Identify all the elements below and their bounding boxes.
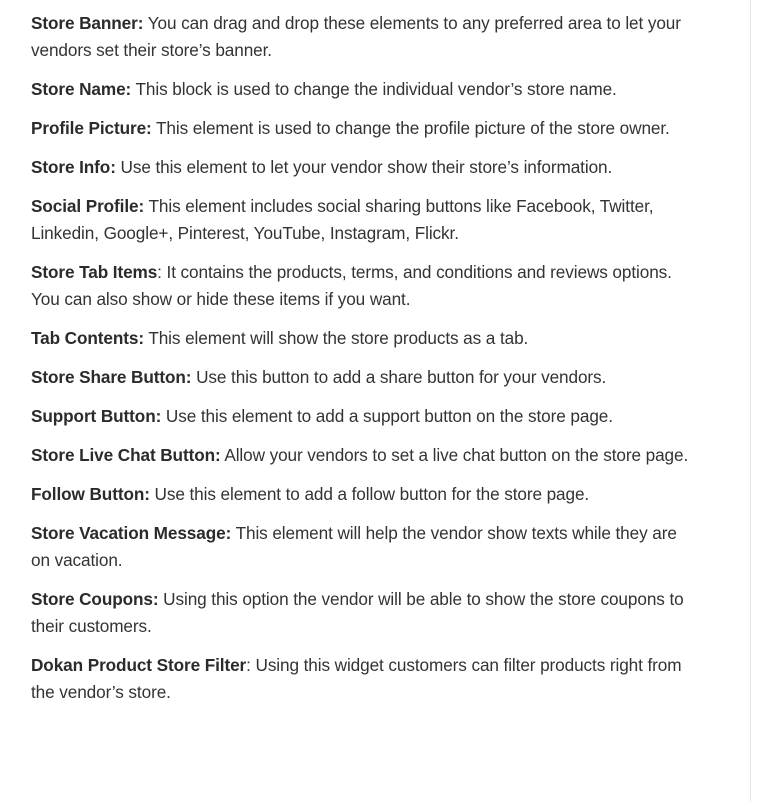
article-content <box>31 10 691 718</box>
item-description: Use this element to add a support button on the store page. <box>161 406 613 426</box>
item-term: Store Banner: <box>31 13 144 33</box>
item-term: Dokan Product Store Filter <box>31 655 247 675</box>
right-gutter <box>751 0 761 801</box>
item-separator: : <box>246 655 251 675</box>
item-term: Store Live Chat Button: <box>31 445 221 465</box>
item-description: This element will show the store products as a tab. <box>143 328 529 348</box>
item-term: Store Share Button: <box>31 367 192 387</box>
dokan-product-store-filter-paragraph <box>31 652 691 706</box>
item-term: Social Profile: <box>31 196 145 216</box>
item-description: This element will help the vendor show texts while they are on vacation. <box>31 523 677 570</box>
item-description: This block is used to change the individual vendor’s store name. <box>131 79 617 99</box>
item-term: Profile Picture: <box>31 118 152 138</box>
store-live-chat-button-paragraph <box>31 442 691 469</box>
item-term: Store Info: <box>31 157 116 177</box>
item-description: You can drag and drop these elements to any preferred area to let your vendors set their store’s banner. <box>31 13 681 60</box>
store-name-paragraph <box>31 76 691 103</box>
item-term: Store Tab Items <box>31 262 158 282</box>
store-tab-items-paragraph <box>31 259 691 313</box>
item-term: Store Vacation Message: <box>31 523 232 543</box>
item-term: Store Coupons: <box>31 589 159 609</box>
item-description: Use this element to let your vendor show their store’s information. <box>115 157 613 177</box>
profile-picture-paragraph <box>31 115 691 142</box>
item-term: Tab Contents: <box>31 328 144 348</box>
item-description: This element includes social sharing buttons like Facebook, Twitter, Linkedin, Google+, Pinterest, YouTube, Instagram, Flickr. <box>31 196 654 243</box>
item-description: Use this element to add a follow button for the store page. <box>149 484 590 504</box>
item-term: Store Name: <box>31 79 132 99</box>
item-description: Using this widget customers can filter products right from the vendor’s store. <box>31 655 682 702</box>
store-share-button-paragraph <box>31 364 691 391</box>
item-description: This element is used to change the profile picture of the store owner. <box>151 118 670 138</box>
tab-contents-paragraph <box>31 325 691 352</box>
item-description: It contains the products, terms, and conditions and reviews options. You can also show or hide these items if you want. <box>31 262 672 309</box>
support-button-paragraph <box>31 403 691 430</box>
store-banner-paragraph <box>31 10 691 64</box>
item-description: Using this option the vendor will be able to show the store coupons to their customers. <box>31 589 684 636</box>
store-info-paragraph <box>31 154 691 181</box>
item-separator: : <box>157 262 162 282</box>
item-term: Support Button: <box>31 406 162 426</box>
store-vacation-message-paragraph <box>31 520 691 574</box>
item-description: Allow your vendors to set a live chat button on the store page. <box>220 445 689 465</box>
follow-button-paragraph <box>31 481 691 508</box>
store-coupons-paragraph <box>31 586 691 640</box>
item-description: Use this button to add a share button for your vendors. <box>191 367 607 387</box>
item-term: Follow Button: <box>31 484 150 504</box>
social-profile-paragraph <box>31 193 691 247</box>
